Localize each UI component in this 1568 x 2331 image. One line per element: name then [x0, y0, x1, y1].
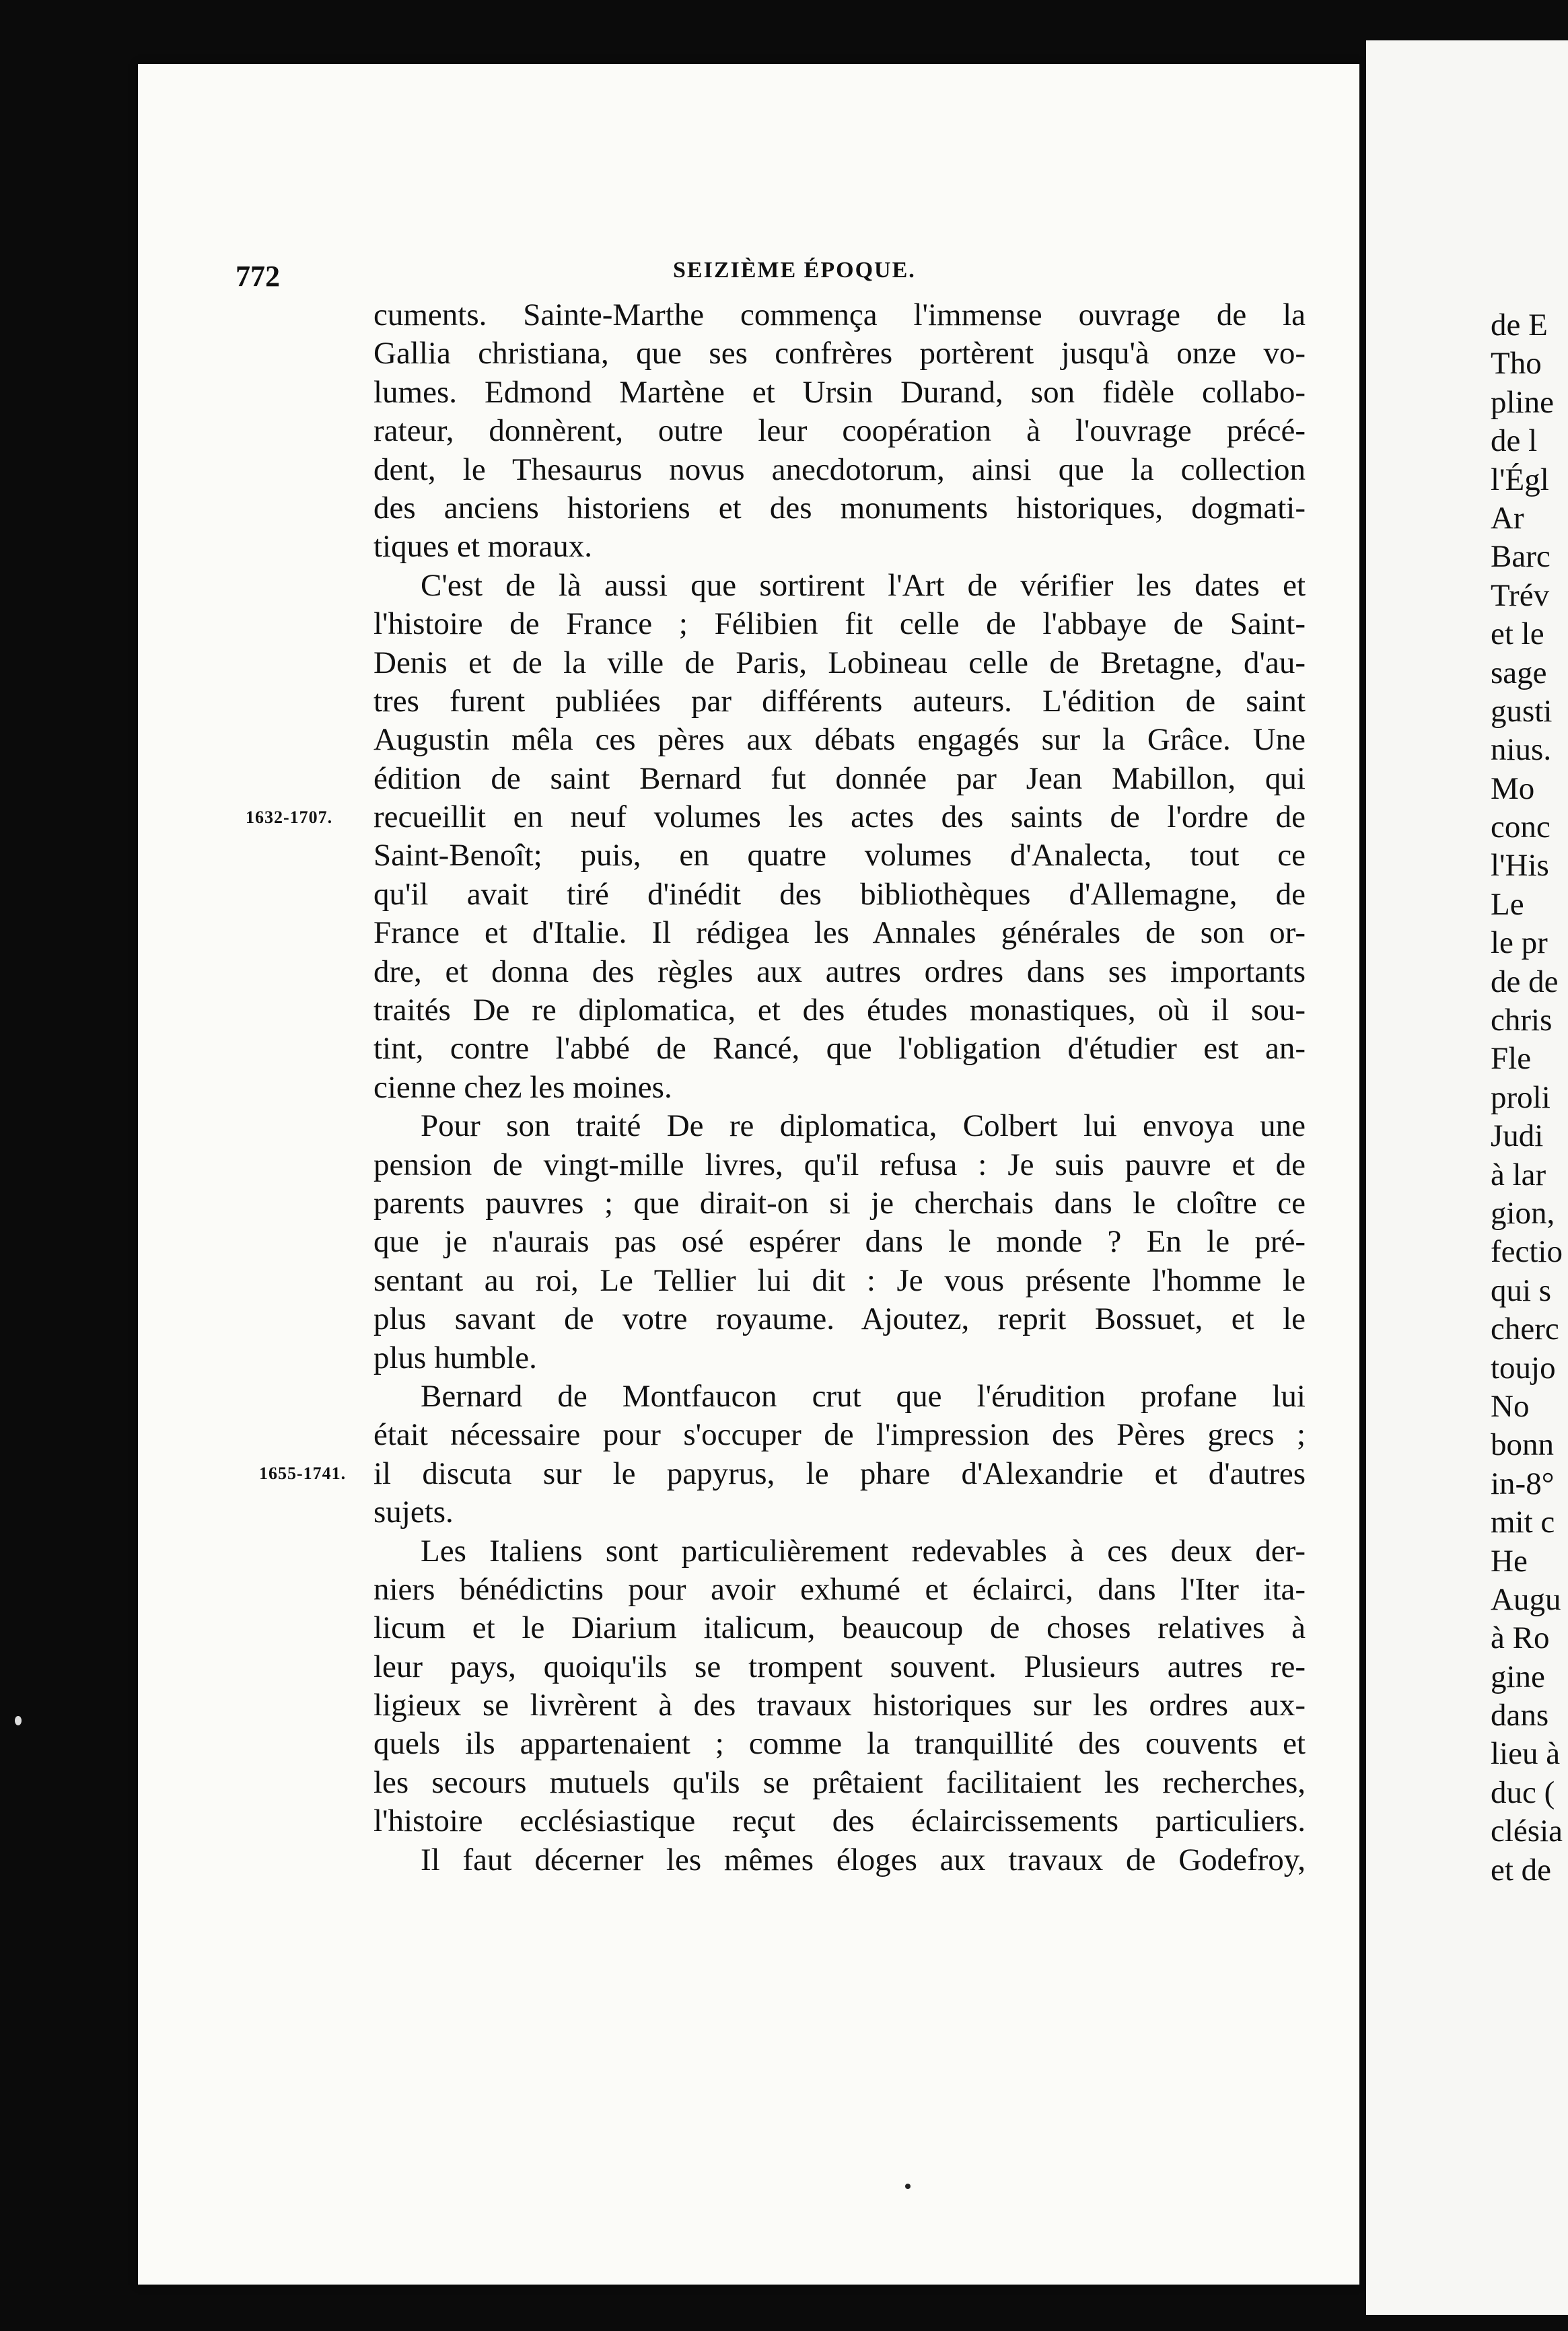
facing-line: Augu — [1491, 1581, 1561, 1617]
facing-line: Fle — [1491, 1041, 1532, 1077]
running-head: SEIZIÈME ÉPOQUE. — [673, 258, 916, 283]
facing-line: dans — [1491, 1698, 1549, 1733]
facing-line: le pr — [1491, 925, 1548, 961]
text-line: dre, et donna des règles aux autres ordres dans ses importants — [373, 954, 1306, 989]
text-line: qu'il avait tiré d'inédit des bibliothèques d'Allemagne, de — [373, 876, 1306, 912]
text-line: l'histoire ecclésiastique reçut des éclaircissements particuliers. — [373, 1803, 1306, 1839]
facing-line: pline — [1491, 384, 1554, 420]
facing-line: gine — [1491, 1659, 1545, 1694]
text-line: tint, contre l'abbé de Rancé, que l'obligation d'étudier est an- — [373, 1031, 1306, 1067]
text-line: tres furent publiées par différents auteurs. L'édition de saint — [373, 683, 1306, 719]
page-header — [236, 252, 1319, 293]
text-line: cuments. Sainte-Marthe commença l'immense ouvrage de la — [373, 297, 1306, 332]
facing-line: et de — [1491, 1852, 1552, 1888]
text-line: Les Italiens sont particulièrement redevables à ces deux der- — [421, 1533, 1306, 1569]
edge-mark — [15, 1716, 22, 1725]
facing-line: proli — [1491, 1079, 1551, 1115]
ink-speck — [905, 2184, 911, 2189]
body-text — [373, 296, 1306, 1879]
facing-line: Ar — [1491, 500, 1524, 536]
text-line: rateur, donnèrent, outre leur coopération à l'ouvrage précé- — [373, 413, 1306, 449]
facing-line: de de — [1491, 964, 1559, 999]
text-line: Augustin mêla ces pères aux débats engagés sur la Grâce. Une — [373, 722, 1306, 758]
facing-line: conc — [1491, 810, 1551, 845]
facing-line: sage — [1491, 655, 1547, 690]
text-line: leur pays, quoiqu'ils se trompent souvent. Plusieurs autres re- — [373, 1649, 1306, 1684]
margin-date-montfaucon: 1655-1741. — [259, 1464, 347, 1483]
facing-line: gion, — [1491, 1195, 1555, 1231]
facing-line: et le — [1491, 616, 1544, 652]
facing-line: fectio — [1491, 1234, 1563, 1270]
text-line: Saint-Benoît; puis, en quatre volumes d'Analecta, tout ce — [373, 838, 1306, 873]
text-line: sentant au roi, Le Tellier lui dit : Je vous présente l'homme le — [373, 1262, 1306, 1298]
text-line: licum et le Diarium italicum, beaucoup de choses relatives à — [373, 1610, 1306, 1646]
facing-line: Le — [1491, 886, 1524, 922]
facing-line: de l — [1491, 423, 1538, 459]
text-line: Denis et de la ville de Paris, Lobineau celle de Bretagne, d'au- — [373, 645, 1306, 680]
text-line: était nécessaire pour s'occuper de l'impression des Pères grecs ; — [373, 1417, 1306, 1453]
facing-line: Barc — [1491, 539, 1551, 575]
facing-line: bonn — [1491, 1427, 1554, 1463]
text-line: Pour son traité De re diplomatica, Colbert lui envoya une — [421, 1108, 1306, 1144]
facing-page-text — [1491, 306, 1563, 1890]
text-line: que je n'aurais pas osé espérer dans le monde ? En le pré- — [373, 1224, 1306, 1260]
text-line: il discuta sur le papyrus, le phare d'Alexandrie et d'autres — [373, 1456, 1306, 1491]
facing-line: duc ( — [1491, 1774, 1555, 1810]
facing-line: à lar — [1491, 1157, 1546, 1192]
facing-line: de E — [1491, 308, 1548, 343]
facing-line: He — [1491, 1543, 1528, 1579]
text-line: des anciens historiens et des monuments historiques, dogmati- — [373, 490, 1306, 526]
text-line: traités De re diplomatica, et des études monastiques, où il sou- — [373, 993, 1306, 1028]
facing-line: à Ro — [1491, 1620, 1550, 1656]
facing-line: in-8° — [1491, 1466, 1555, 1501]
text-line: cienne chez les moines. — [373, 1069, 672, 1105]
facing-line: cherc — [1491, 1312, 1559, 1347]
text-line: pension de vingt-mille livres, qu'il refusa : Je suis pauvre et de — [373, 1147, 1306, 1182]
facing-line: l'Égl — [1491, 462, 1549, 497]
text-line: niers bénédictins pour avoir exhumé et éclairci, dans l'Iter ita- — [373, 1571, 1306, 1607]
text-line: dent, le Thesaurus novus anecdotorum, ainsi que la collection — [373, 452, 1306, 487]
text-line: sujets. — [373, 1495, 454, 1530]
text-line: plus savant de votre royaume. Ajoutez, reprit Bossuet, et le — [373, 1301, 1306, 1337]
text-line: l'histoire de France ; Félibien fit celle de l'abbaye de Saint- — [373, 606, 1306, 642]
facing-line: l'His — [1491, 848, 1549, 884]
facing-line: mit c — [1491, 1505, 1555, 1540]
facing-line: Mo — [1491, 770, 1535, 806]
facing-line: Tho — [1491, 346, 1542, 382]
text-line: C'est de là aussi que sortirent l'Art de vérifier les dates et — [421, 567, 1306, 603]
text-line: recueillit en neuf volumes les actes des saints de l'ordre de — [373, 799, 1306, 835]
text-line: édition de saint Bernard fut donnée par Jean Mabillon, qui — [373, 760, 1306, 796]
margin-date-mabillon: 1632-1707. — [246, 808, 333, 827]
text-line: les secours mutuels qu'ils se prêtaient facilitaient les recherches, — [373, 1764, 1306, 1800]
facing-line: Judi — [1491, 1118, 1544, 1154]
text-line: parents pauvres ; que dirait-on si je cherchais dans le cloître ce — [373, 1185, 1306, 1221]
facing-line: nius. — [1491, 732, 1552, 768]
text-line: quels ils appartenaient ; comme la tranquillité des couvents et — [373, 1726, 1306, 1762]
facing-line: toujo — [1491, 1350, 1556, 1386]
facing-line: Trév — [1491, 577, 1550, 613]
facing-line: No — [1491, 1388, 1530, 1424]
facing-line: qui s — [1491, 1272, 1552, 1308]
facing-line: clésia — [1491, 1814, 1563, 1849]
text-line: ligieux se livrèrent à des travaux historiques sur les ordres aux- — [373, 1688, 1306, 1723]
facing-line: chris — [1491, 1003, 1553, 1038]
page-number: 772 — [236, 260, 280, 293]
facing-line: gusti — [1491, 693, 1553, 729]
text-line: lumes. Edmond Martène et Ursin Durand, son fidèle collabo- — [373, 374, 1306, 410]
text-line: tiques et moraux. — [373, 529, 593, 565]
text-line: plus humble. — [373, 1340, 537, 1375]
text-line: Bernard de Montfaucon crut que l'érudition profane lui — [421, 1378, 1306, 1414]
text-line: Il faut décerner les mêmes éloges aux travaux de Godefroy, — [421, 1842, 1306, 1877]
facing-line: lieu à — [1491, 1736, 1561, 1772]
text-line: France et d'Italie. Il rédigea les Annales générales de son or- — [373, 915, 1306, 951]
text-line: Gallia christiana, que ses confrères portèrent jusqu'à onze vo- — [373, 336, 1306, 371]
